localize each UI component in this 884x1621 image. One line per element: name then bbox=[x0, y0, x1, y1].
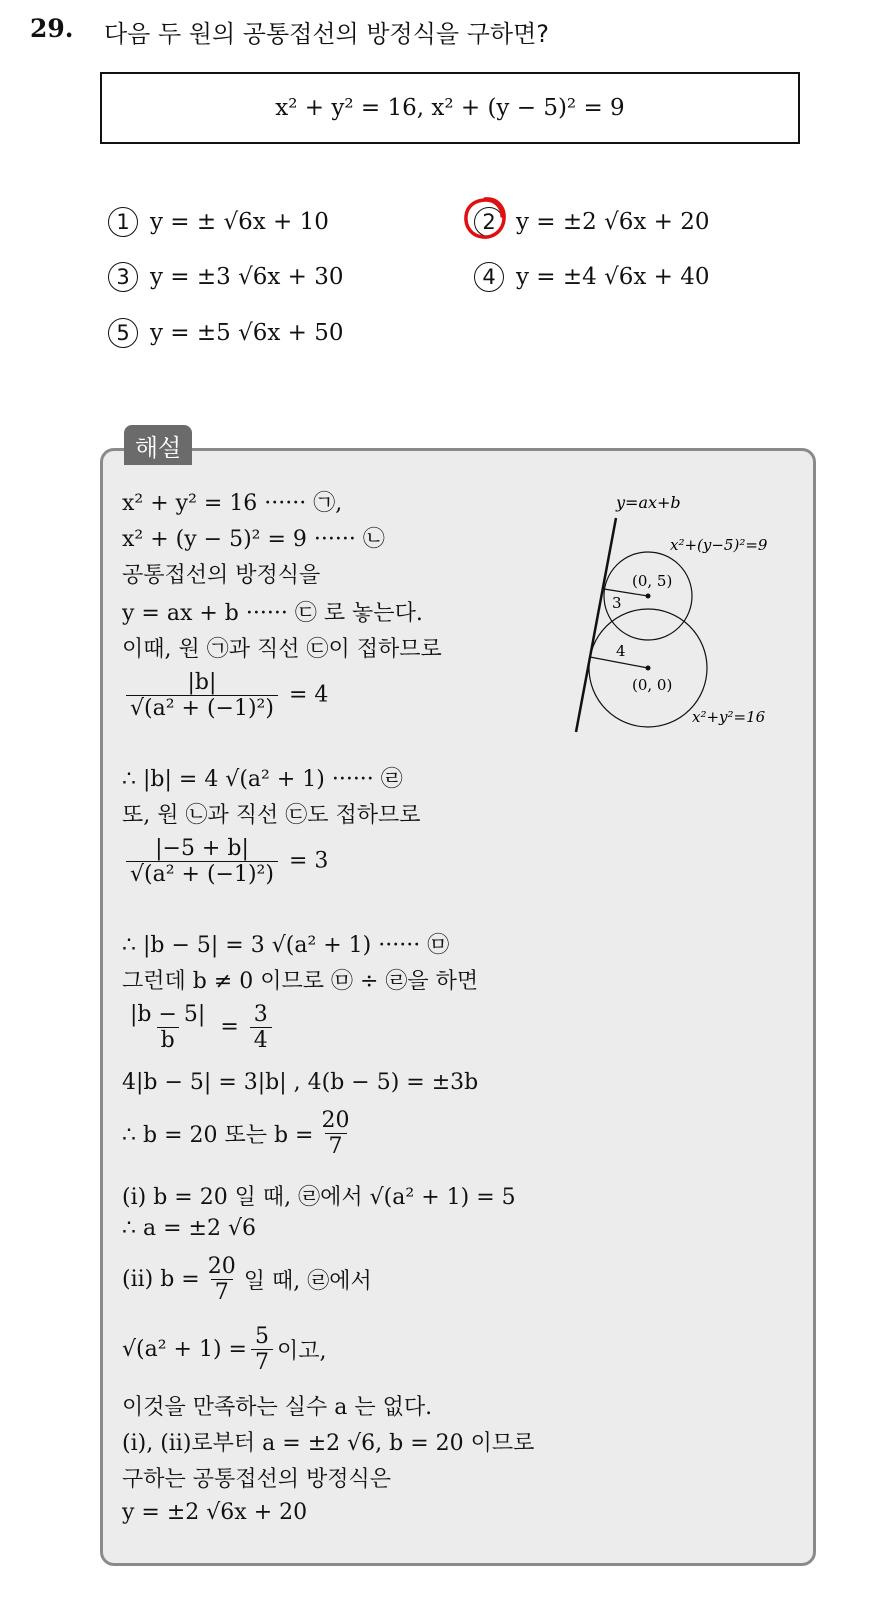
sol-fraction-3 bbox=[122, 1002, 276, 1053]
choice-2[interactable] bbox=[474, 207, 710, 237]
sol-line-20: y = ±2 √6x + 20 bbox=[122, 1500, 308, 1525]
frac3-numerator: |b − 5| bbox=[130, 1002, 206, 1027]
choice-expr: y = ±4 √6x + 40 bbox=[516, 264, 710, 290]
sol-line-16-row bbox=[122, 1324, 326, 1375]
frac2-numerator: |−5 + b| bbox=[155, 836, 249, 861]
choice-number: 1 bbox=[108, 207, 138, 237]
sol-fraction-2 bbox=[122, 836, 328, 887]
sol-line-5: 이때, 원 ㉠과 직선 ㉢이 접하므로 bbox=[122, 637, 442, 662]
tangent-line bbox=[576, 518, 616, 732]
sol-line-1: x² + y² = 16 ······ ㉠, bbox=[122, 491, 343, 516]
choice-expr: y = ±5 √6x + 50 bbox=[150, 320, 344, 346]
radius2-label: 4 bbox=[616, 642, 626, 660]
choice-3[interactable] bbox=[108, 262, 344, 292]
circle2-label: x²+y²=16 bbox=[692, 708, 766, 726]
sol-line-3: 공통접선의 방정식을 bbox=[122, 563, 321, 588]
question-number: 29. bbox=[30, 14, 74, 43]
sol-line-9: 그런데 b ≠ 0 이므로 ㉤ ÷ ㉣을 하면 bbox=[122, 969, 479, 994]
radius-upper bbox=[604, 589, 648, 596]
frac6-numerator: 5 bbox=[254, 1324, 269, 1349]
choice-expr: y = ±3 √6x + 30 bbox=[150, 264, 344, 290]
sol-line-2: x² + (y − 5)² = 9 ······ ㉡ bbox=[122, 527, 385, 552]
question-text: 다음 두 원의 공통접선의 방정식을 구하면? bbox=[104, 20, 550, 48]
sol-line-10: 4|b − 5| = 3|b| , 4(b − 5) = ±3b bbox=[122, 1070, 479, 1095]
sol-line-13: ∴ a = ±2 √6 bbox=[122, 1216, 256, 1241]
choice-5[interactable] bbox=[108, 318, 344, 348]
sol-line-4: y = ax + b ······ ㉢ 로 놓는다. bbox=[122, 601, 423, 626]
choice-4[interactable] bbox=[474, 262, 710, 292]
given-equations: x² + y² = 16, x² + (y − 5)² = 9 bbox=[275, 95, 625, 121]
sol-line-19: 구하는 공통접선의 방정식은 bbox=[122, 1467, 392, 1492]
solution-tab: 해설 bbox=[124, 425, 192, 465]
frac5-numerator: 20 bbox=[207, 1254, 236, 1279]
frac5-denominator: 7 bbox=[211, 1279, 233, 1305]
sol-fraction-1 bbox=[122, 670, 328, 721]
frac6-denominator: 7 bbox=[251, 1349, 273, 1375]
frac3b-denominator: 4 bbox=[250, 1027, 272, 1053]
choice-expr: y = ± √6x + 10 bbox=[150, 209, 329, 235]
frac3b-numerator: 3 bbox=[253, 1002, 268, 1027]
choice-1[interactable] bbox=[108, 207, 329, 237]
sol-line-8: ∴ |b − 5| = 3 √(a² + 1) ······ ㉤ bbox=[122, 933, 450, 958]
frac1-rhs: = 4 bbox=[288, 682, 329, 708]
sol-line-11: ∴ b = 20 또는 b = bbox=[122, 1123, 314, 1148]
circle1-label: x²+(y−5)²=9 bbox=[670, 536, 768, 554]
sol-line-12: (i) b = 20 일 때, ㉣에서 √(a² + 1) = 5 bbox=[122, 1185, 516, 1210]
sol-line-14-row bbox=[122, 1254, 372, 1305]
sol-line-6: ∴ |b| = 4 √(a² + 1) ······ ㉣ bbox=[122, 767, 403, 792]
sol-line-15: 일 때, ㉣에서 bbox=[243, 1269, 372, 1294]
frac4-numerator: 20 bbox=[321, 1108, 350, 1133]
sol-line-11-row bbox=[122, 1108, 358, 1159]
frac1-numerator: |b| bbox=[187, 670, 217, 695]
choice-expr: y = ±2 √6x + 20 bbox=[516, 209, 710, 235]
sol-line-17: 이것을 만족하는 실수 a 는 없다. bbox=[122, 1395, 433, 1420]
frac4-denominator: 7 bbox=[325, 1133, 347, 1159]
sol-line-16: 이고, bbox=[276, 1339, 327, 1364]
choice-number: 5 bbox=[108, 318, 138, 348]
tangent-diagram bbox=[560, 490, 810, 740]
frac3-denominator: b bbox=[157, 1027, 179, 1053]
choice-number: 4 bbox=[474, 262, 504, 292]
frac3-equals: = bbox=[220, 1014, 239, 1040]
sol-line-7: 또, 원 ㉡과 직선 ㉢도 접하므로 bbox=[122, 803, 421, 828]
line-label: y=ax+b bbox=[616, 493, 681, 512]
choice-number: 3 bbox=[108, 262, 138, 292]
sqrt-line: √(a² + 1) = bbox=[122, 1337, 247, 1362]
frac1-denominator: √(a² + (−1)²) bbox=[126, 695, 278, 721]
sol-line-18: (i), (ii)로부터 a = ±2 √6, b = 20 이므로 bbox=[122, 1431, 535, 1456]
sol-line-14: (ii) b = bbox=[122, 1267, 200, 1292]
radius1-label: 3 bbox=[612, 594, 622, 612]
selected-answer-mark bbox=[462, 195, 508, 241]
given-equations-box bbox=[100, 72, 800, 144]
center2-label: (0, 0) bbox=[632, 676, 673, 694]
frac2-rhs: = 3 bbox=[288, 848, 329, 874]
center1-label: (0, 5) bbox=[632, 572, 673, 590]
choice-number: 2 bbox=[474, 207, 504, 237]
frac2-denominator: √(a² + (−1)²) bbox=[126, 861, 278, 887]
